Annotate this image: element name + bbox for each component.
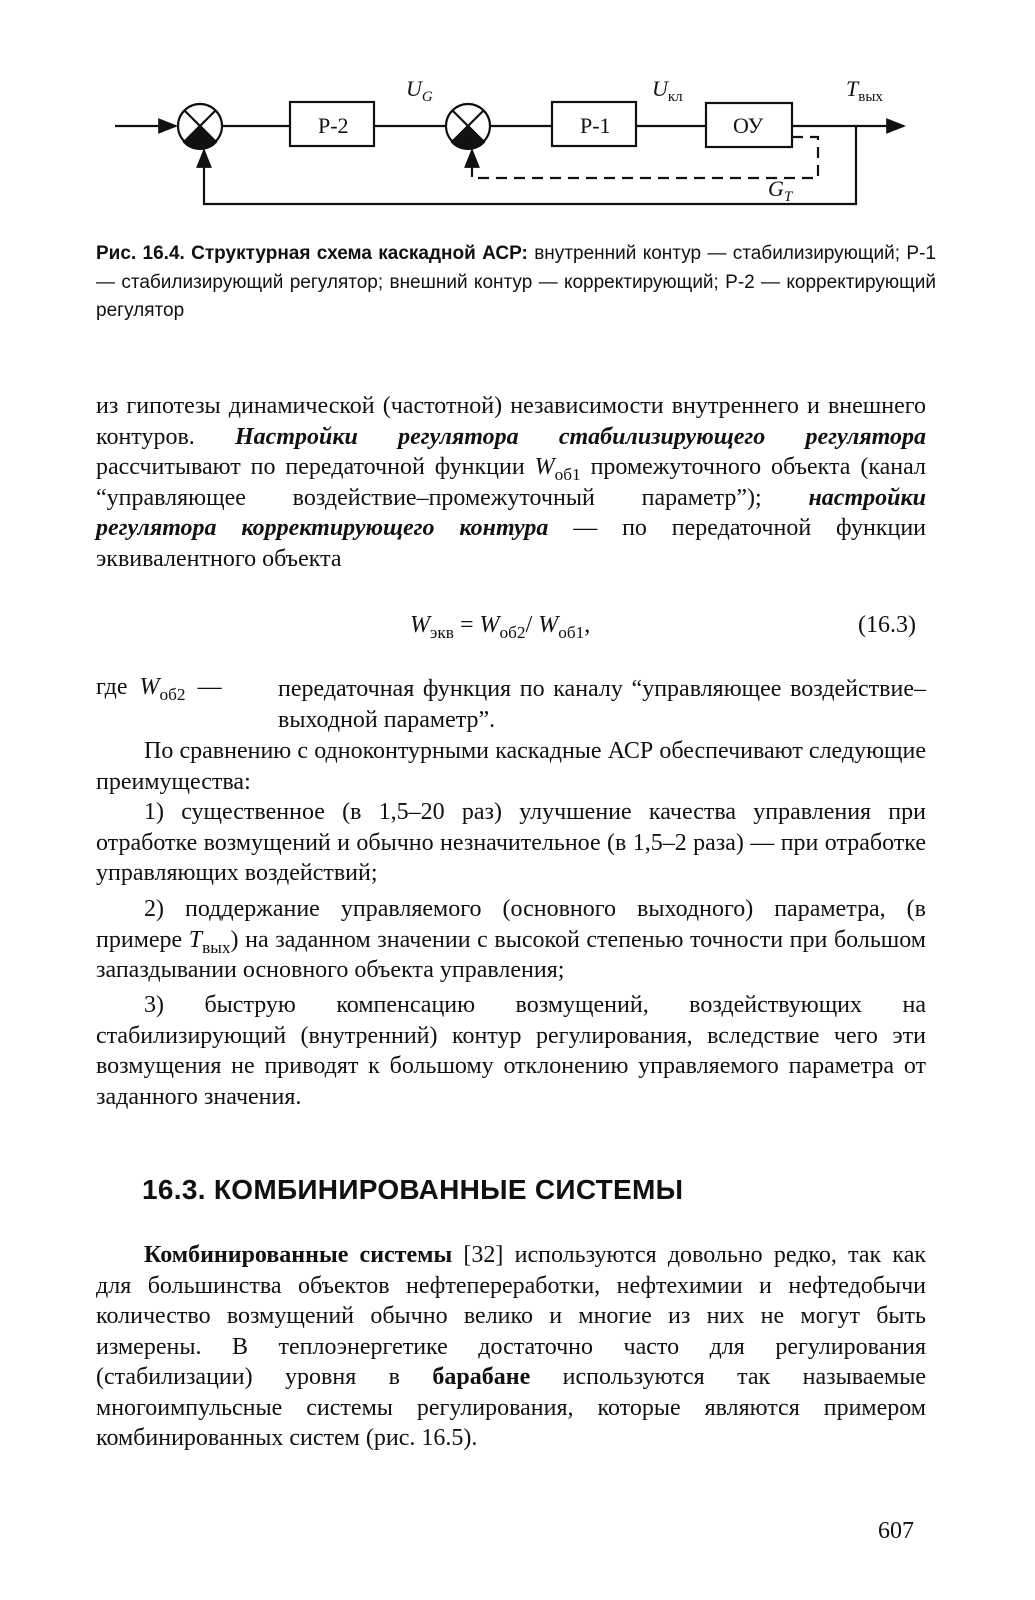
label-ug: $U_G$ (406, 76, 433, 105)
caption-text: внутренний контур — стабилизирующий; Р-1 — стабилизирующий регулятор; внешний контур — корректирующий; Р-2 — корректирующий регулятор (96, 243, 936, 321)
where-definition: передаточная функция по каналу “управляющее воздействие–выходной параметр”. (278, 676, 926, 733)
para3-text-1: [32] используются довольно редко, так как для большинства объектов нефтепереработки, нефтехимии и нефтедобычи количество возмущений обычно велико и многие из них не могут быть измерены. В теплоэнергетике достаточно часто для регулирования (стабилизации) уровня в (96, 1242, 927, 1390)
para1-w: W (534, 454, 555, 480)
formula-slash: / (525, 612, 533, 638)
para1-text-2: рассчитывают по передаточной функции (96, 454, 535, 480)
formula-sub-ekv: экв (430, 622, 454, 642)
formula-sub-ob1: об1 (558, 622, 585, 642)
where-clause (96, 672, 222, 702)
para2-text: По сравнению с одноконтурными каскадные АСР обеспечивают следующие преимущества: (96, 738, 926, 795)
where-w-sub: об2 (159, 684, 186, 704)
list-item-3-text: 3) быструю компенсацию возмущений, воздействующих на стабилизирующий (внутренний) контур регулирования, вследствие чего эти возмущения не приводят к большому отклонению управляемого параметра от заданного значения. (96, 992, 926, 1110)
label-ukl: $U_{кл}$ (652, 76, 683, 105)
formula-16-3 (410, 610, 590, 640)
block-r2-label: Р-2 (318, 113, 349, 138)
para1-emphasis-1: Настройки регулятора стабилизирующего регулятора (235, 423, 926, 450)
list-item-1-text: 1) существенное (в 1,5–20 раз) улучшение качества управления при отработке возмущений и обычно незначительное (в 1,5–2 раза) — при отработке управляющих воздействий; (96, 799, 926, 886)
label-gt: $G_T$ (768, 176, 793, 205)
block-ou-label: ОУ (733, 113, 764, 138)
label-tvyh: $T_{вых}$ (846, 76, 883, 105)
cascade-control-diagram (0, 0, 1035, 230)
where-dash: — (197, 674, 222, 700)
summator-outer (178, 104, 222, 149)
where-word: где (96, 674, 128, 700)
para1-emphasis-2: настройки регулятора корректирующего контура (96, 484, 926, 541)
para1-text-3: промежуточного объекта (канал “управляющее воздействие–промежуточный параметр”); (96, 454, 926, 511)
caption-lead: Рис. 16.4. Структурная схема каскадной АСР: (96, 243, 528, 264)
where-w: W (139, 674, 160, 700)
list-item-1 (96, 797, 926, 889)
list-item-2-t-sub: вых (202, 937, 231, 957)
figure-caption (96, 240, 936, 326)
para1-w-sub: об1 (554, 464, 581, 484)
paragraph-2 (96, 736, 926, 797)
formula-comma: , (584, 612, 591, 638)
page-number: 607 (878, 1518, 914, 1544)
equation-number: (16.3) (858, 612, 916, 638)
block-r1-label: Р-1 (580, 113, 611, 138)
formula-w1: W (410, 612, 430, 638)
para1-text-4: — по передаточной функции эквивалентного объекта (96, 515, 927, 572)
para1-text-1: из гипотезы динамической (частотной) независимости внутреннего и внешнего контуров. (96, 393, 926, 450)
summator-inner (446, 104, 490, 149)
list-item-2-text-b: ) на заданном значении с высокой степенью точности при большом запаздывании основного объекта управления; (96, 926, 926, 983)
formula-sub-ob2: об2 (499, 622, 526, 642)
inner-feedback-dashed (472, 137, 818, 178)
list-item-3 (96, 990, 926, 1112)
list-item-2 (96, 894, 926, 986)
list-item-2-t: T (188, 926, 203, 953)
list-item-2-text-a: 2) поддержание управляемого (основного выходного) параметра, (в примере (96, 896, 926, 953)
para3-bold-term: Комбинированные системы (144, 1242, 453, 1268)
paragraph-1 (96, 391, 926, 574)
formula-equals: = (453, 612, 480, 638)
section-heading: 16.3. КОМБИНИРОВАННЫЕ СИСТЕМЫ (142, 1174, 684, 1205)
formula-w3: W (538, 612, 559, 638)
formula-w2: W (479, 612, 500, 638)
para3-bold-drum: барабане (432, 1364, 531, 1390)
paragraph-3 (96, 1240, 926, 1454)
para3-text-2: используются так называемые многоимпульсные системы регулирования, которые являются примером комбинированных систем (рис. 16.5). (96, 1364, 926, 1451)
